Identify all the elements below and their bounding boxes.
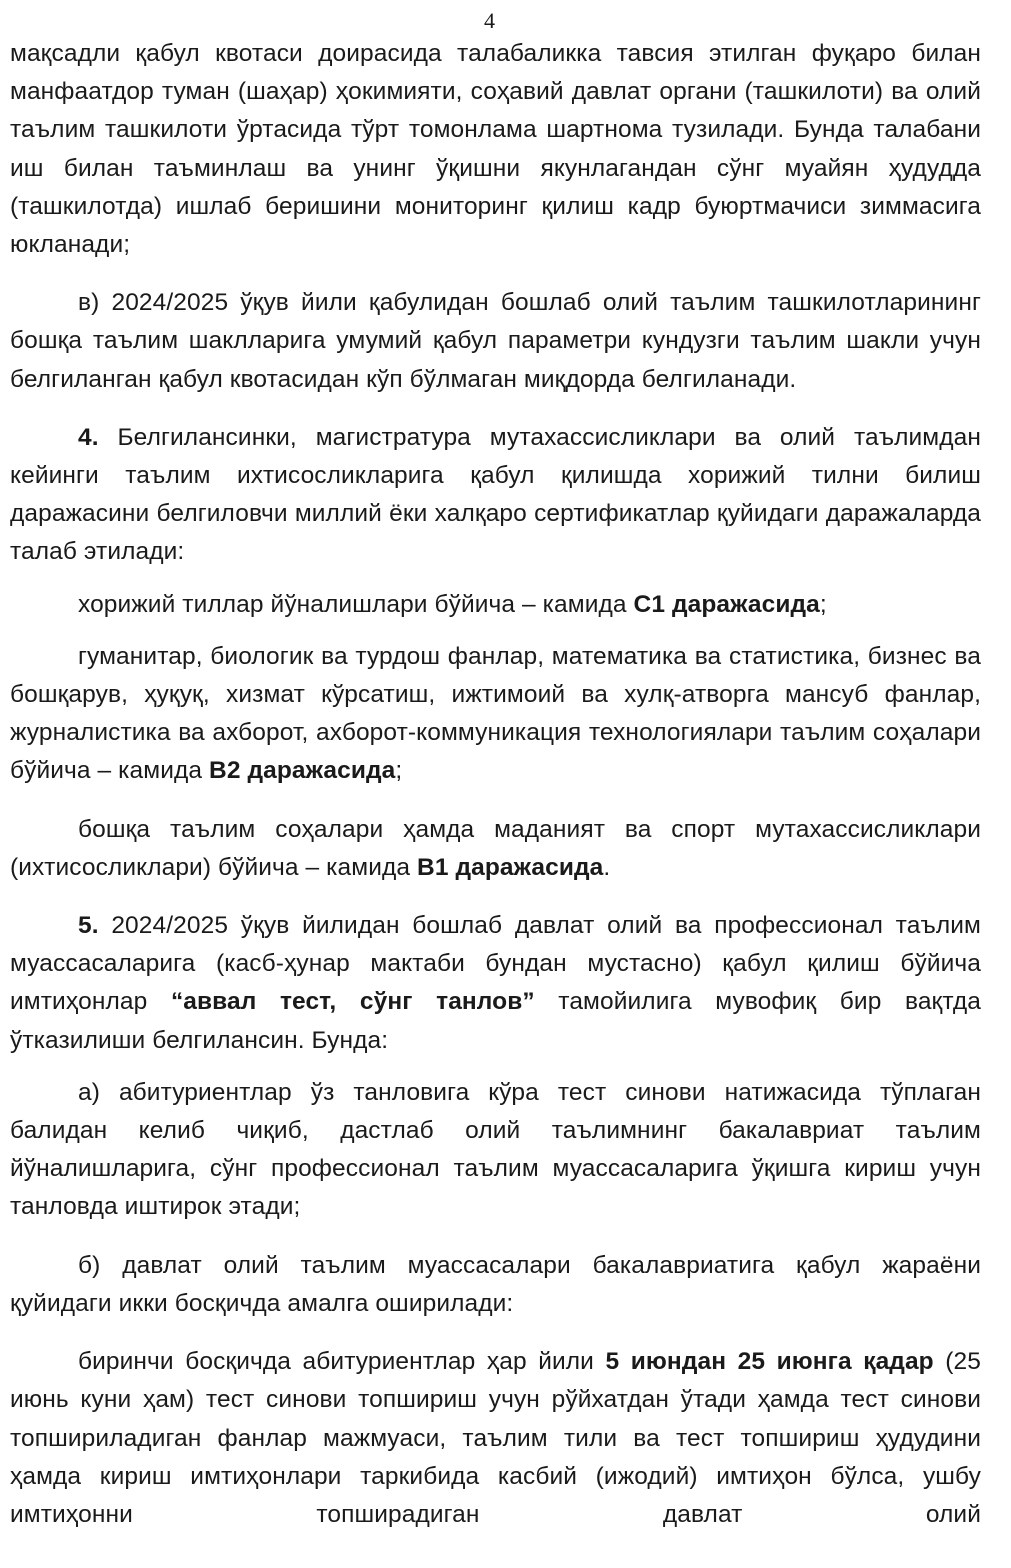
paragraph-text: б) давлат олий таълим муассасалари бакалавриатига қабул жараёни қуйидаги икки босқичда амалга оширилади: <box>10 1251 981 1317</box>
paragraph-level-b2 <box>10 638 981 791</box>
paragraph-item-a <box>10 1074 981 1227</box>
paragraph-text: Белгилансинки, магистратура мутахассисликлари ва олий таълимдан кейинги таълим ихтисосликларига қабул қилишда хорижий тилни билиш даражасини белгиловчи миллий ёки халқаро сертификатлар қуйидаги даражаларда талаб этилади: <box>10 423 981 566</box>
paragraph-item-b <box>10 1247 981 1323</box>
principle-quote: “аввал тест, сўнг танлов” <box>170 988 535 1016</box>
level-c1: С1 даражасида <box>633 590 820 618</box>
paragraph-level-b1 <box>10 811 981 887</box>
paragraph-text: мақсадли қабул квотаси доирасида талабаликка тавсия этилган фуқаро билан манфаатдор туман (шаҳар) ҳокимияти, соҳавий давлат органи (ташкилоти) ва олий таълим ташкилоти ўртасида тўрт томонлама шартнома тузилади. Бунда талабани иш билан таъминлаш ва унинг ўқишни якунлагандан сўнг муайян ҳудудда (ташкилотда) ишлаб беришини мониторинг қилиш кадр буюртмачиси зиммасига юкланади; <box>10 40 981 259</box>
section-number: 4. <box>78 423 99 451</box>
punctuation: ; <box>819 590 827 618</box>
paragraph-text: 2024/2025 ўқув йилидан бошлаб давлат олий ва профессионал таълим муассасаларига (касб-ҳунар мактаби бундан мустасно) қабул қилиш бўйича имтиҳонлар <box>10 912 981 1016</box>
paragraph-text: бошқа таълим соҳалари ҳамда маданият ва спорт мутахассисликлари (ихтисосликлари) бўйича – камида <box>10 815 981 881</box>
paragraph-text: в) 2024/2025 ўқув йили қабулидан бошлаб олий таълим ташкилотларининг бошқа таълим шаклларига умумий қабул параметри кундузги таълим шакли учун белгиланган қабул квотасидан кўп бўлмаган миқдорда белгиланади. <box>10 289 981 393</box>
punctuation: ; <box>395 757 403 785</box>
paragraph-text: гуманитар, биологик ва турдош фанлар, математика ва статистика, бизнес ва бошқарув, ҳуқуқ, хизмат кўрсатиш, ижтимоий ва хулқ-атворга мансуб фанлар, журналистика ва ахборот, ахборот-коммуникация технологиялари таълим соҳалари бўйича – камида <box>10 642 981 785</box>
paragraph-section-4 <box>10 419 981 572</box>
section-number: 5. <box>78 912 99 940</box>
level-b1: В1 даражасида <box>417 853 604 881</box>
paragraph-text: тамойилига мувофиқ бир вақтда ўтказилиши белгилансин. Бунда: <box>10 988 981 1054</box>
paragraph-first-stage <box>10 1343 981 1534</box>
paragraph-quota-contract <box>10 35 981 264</box>
paragraph-text: (25 июнь куни ҳам) тест синови топшириш учун рўйхатдан ўтади ҳамда тест синови топшириладиган фанлар мажмуаси, таълим тили ва тест топшириш ҳудудини ҳамда кириш имтиҳонлари таркибида касбий (ижодий) имтиҳон бўлса, ушбу имтиҳонни топширадиган давлат олий <box>10 1348 981 1528</box>
date-range: 5 июндан 25 июнга қадар <box>605 1348 934 1376</box>
page-number: 4 <box>484 8 495 33</box>
paragraph-text: а) абитуриентлар ўз танловига кўра тест синови натижасида тўплаган балидан келиб чиқиб, дастлаб олий таълимнинг бакалавриат таълим йўналишларига, сўнг профессионал таълим муассасаларига ўқишга кириш учун танловда иштирок этади; <box>10 1078 981 1221</box>
paragraph-item-v <box>10 284 981 399</box>
level-b2: В2 даражасида <box>209 757 396 785</box>
paragraph-text: биринчи босқичда абитуриентлар ҳар йили <box>78 1348 606 1376</box>
paragraph-section-5 <box>10 907 981 1060</box>
paragraph-level-c1 <box>10 586 981 624</box>
punctuation: . <box>603 853 611 881</box>
paragraph-text: хорижий тиллар йўналишлари бўйича – камида <box>78 590 634 618</box>
